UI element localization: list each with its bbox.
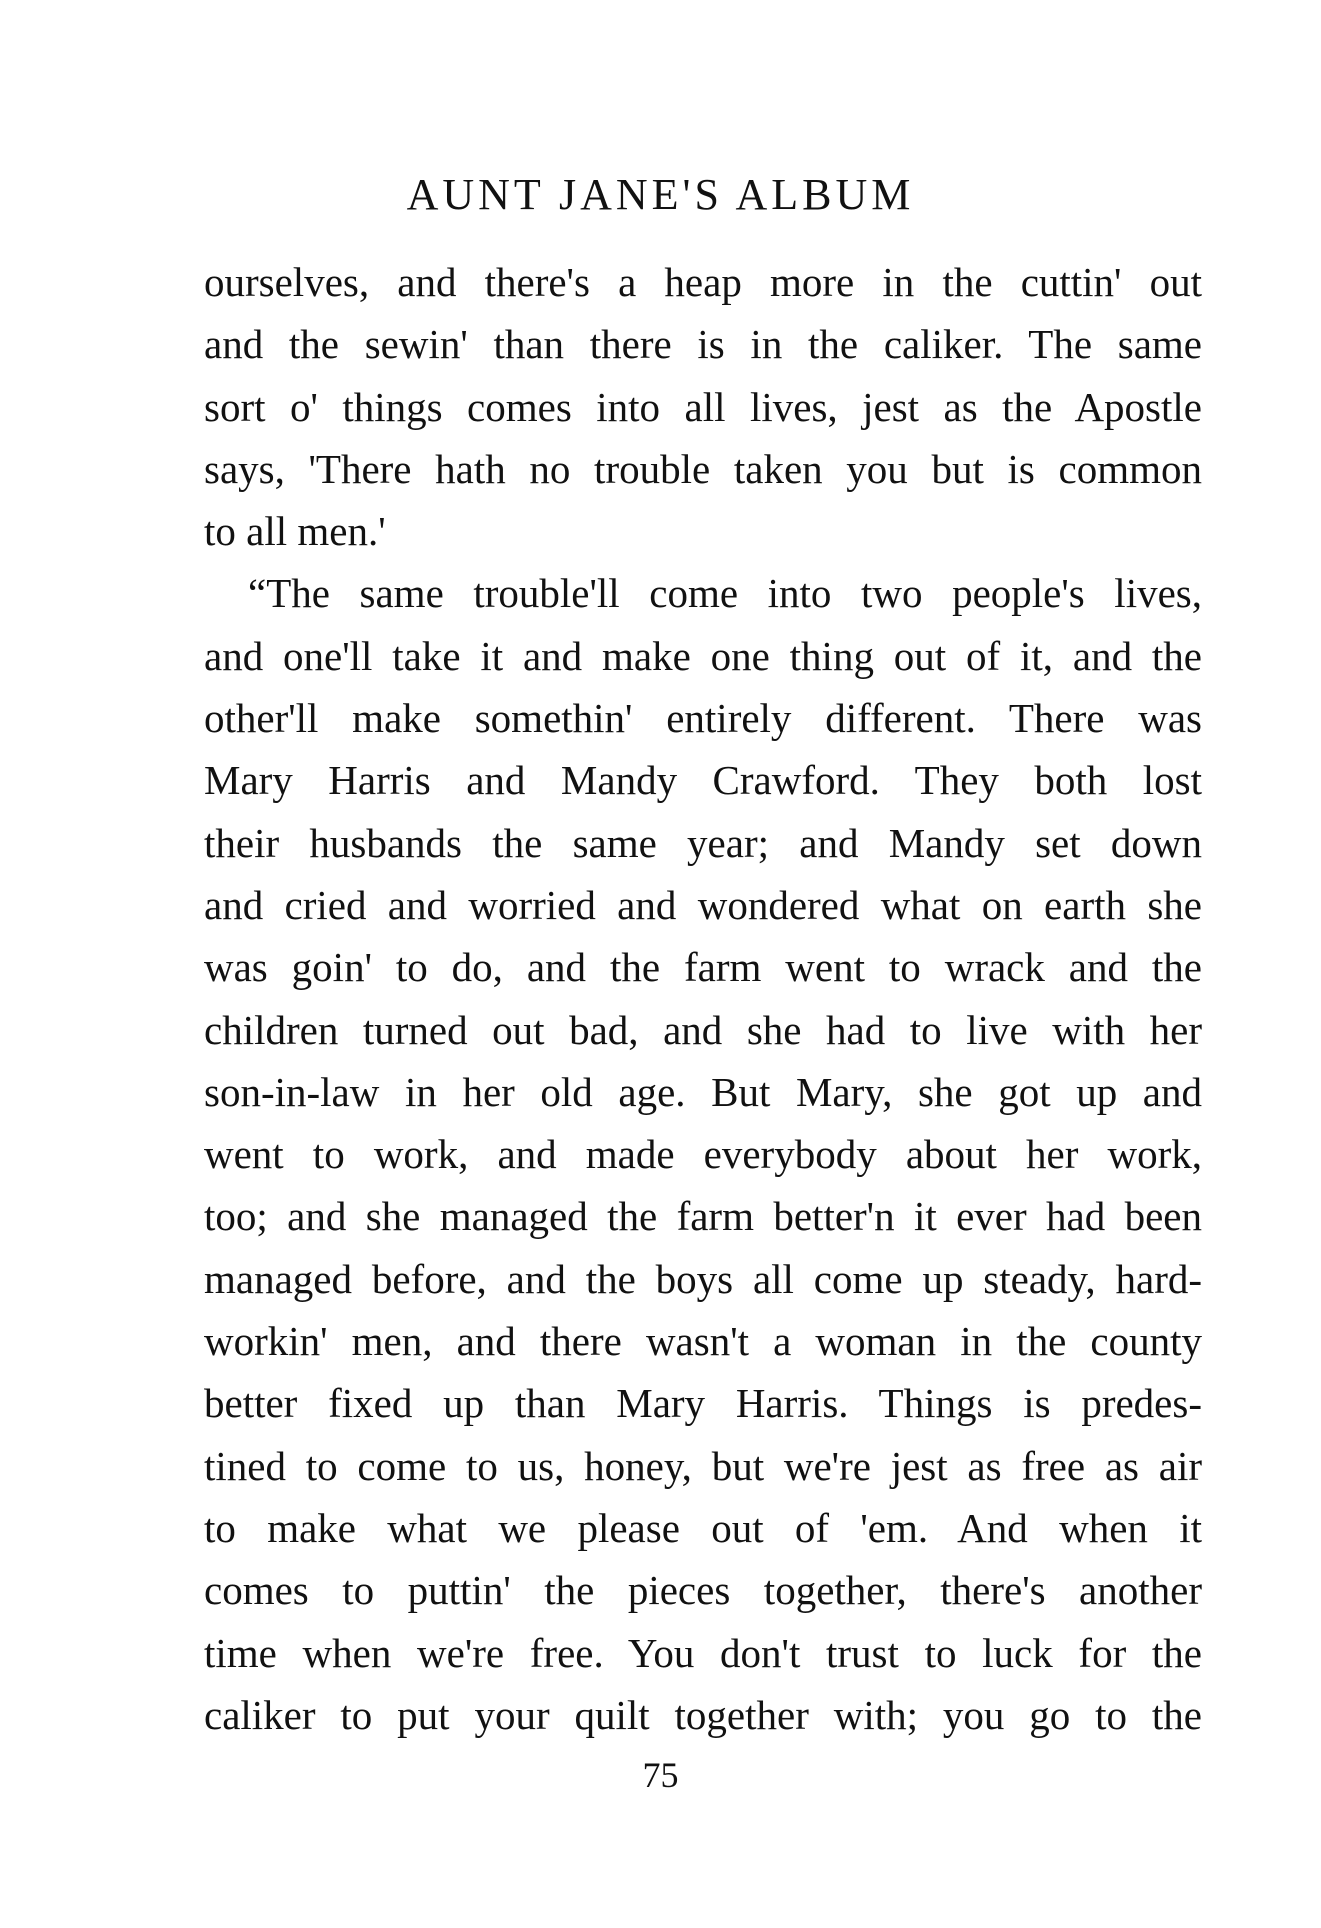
text-line: workin' men, and there wasn't a woman in the county — [204, 1318, 1202, 1365]
text-line: and one'll take it and make one thing out of it, and the — [204, 632, 1202, 679]
text-line: son-in-law in her old age. But Mary, she got up and — [204, 1068, 1202, 1115]
body-text — [204, 251, 1202, 1746]
text-line: says, 'There hath no trouble taken you but is common — [204, 445, 1202, 492]
text-line: and cried and worried and wondered what on earth she — [204, 881, 1202, 928]
page-number: 75 — [642, 1755, 679, 1795]
text-line: tined to come to us, honey, but we're jest as free as air — [204, 1442, 1202, 1489]
text-line: their husbands the same year; and Mandy set down — [204, 819, 1202, 866]
text-line: was goin' to do, and the farm went to wrack and the — [204, 944, 1202, 991]
text-line: too; and she managed the farm better'n it ever had been — [204, 1193, 1202, 1240]
text-line: went to work, and made everybody about her work, — [204, 1131, 1202, 1178]
text-line: time when we're free. You don't trust to luck for the — [204, 1629, 1202, 1676]
text-line: other'll make somethin' entirely different. There was — [204, 695, 1202, 742]
text-line: better fixed up than Mary Harris. Things is predes- — [204, 1380, 1202, 1427]
text-line: children turned out bad, and she had to live with her — [204, 1006, 1202, 1053]
running-head: AUNT JANE'S ALBUM — [406, 170, 915, 219]
text-line: caliker to put your quilt together with; you go to the — [204, 1691, 1202, 1738]
text-line: to make what we please out of 'em. And when it — [204, 1504, 1202, 1551]
text-line: and the sewin' than there is in the caliker. The same — [204, 321, 1202, 368]
text-line: ourselves, and there's a heap more in the cuttin' out — [204, 259, 1202, 305]
text-line: comes to puttin' the pieces together, there's another — [204, 1567, 1202, 1614]
text-line: managed before, and the boys all come up steady, hard- — [204, 1255, 1202, 1302]
text-line: sort o' things comes into all lives, jest as the Apostle — [204, 383, 1202, 430]
text-line: Mary Harris and Mandy Crawford. They both lost — [204, 757, 1202, 804]
text-line: to all men.' — [204, 508, 386, 555]
paragraph-first-line: “The same trouble'll come into two people's lives, — [248, 570, 1202, 617]
